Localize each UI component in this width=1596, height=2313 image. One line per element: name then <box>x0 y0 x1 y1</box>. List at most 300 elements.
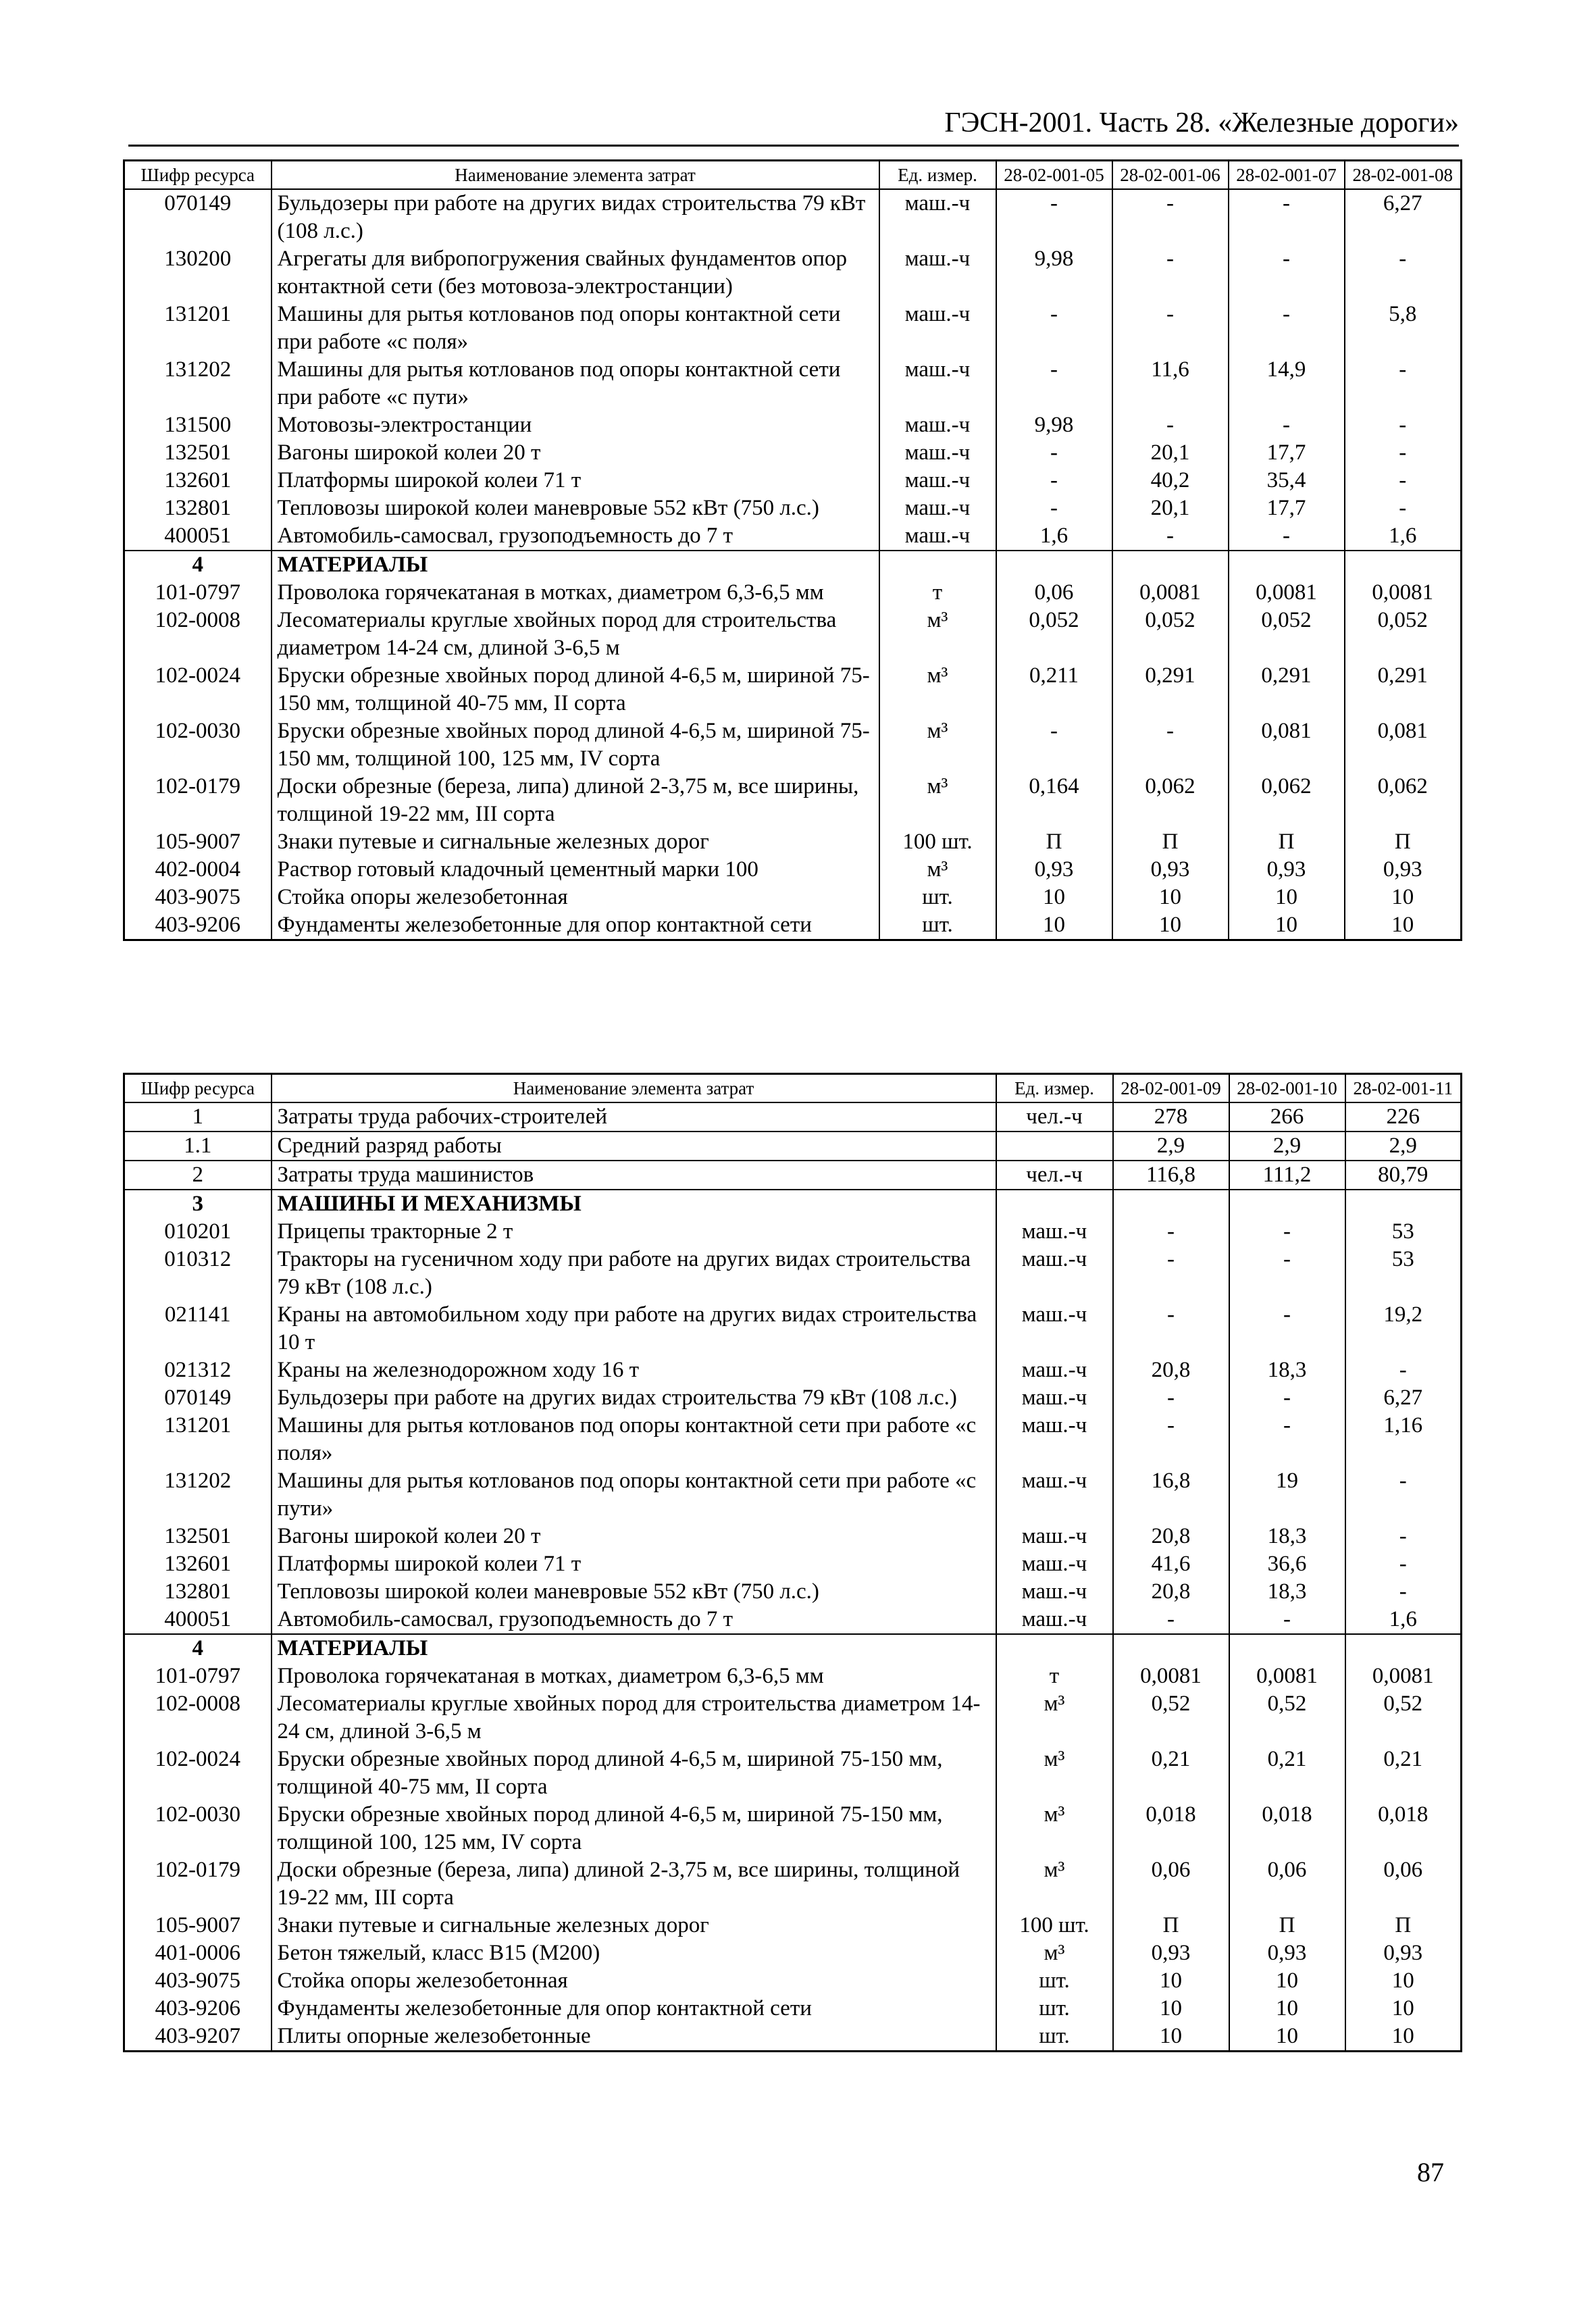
cost-element-name: МАТЕРИАЛЫ <box>272 1634 996 1662</box>
norm-value <box>1112 551 1229 579</box>
cost-element-name: Плиты опорные железобетонные <box>272 2023 996 2052</box>
norm-value: 53 <box>1345 1246 1462 1301</box>
norm-value: 0,0081 <box>1112 579 1229 607</box>
norm-value: 0,211 <box>996 662 1112 717</box>
norm-value: - <box>1345 439 1462 467</box>
table-row <box>124 522 1462 551</box>
norm-value: 10 <box>1112 884 1229 911</box>
norm-value: 14,9 <box>1229 356 1345 411</box>
norm-value: - <box>1113 1384 1229 1412</box>
cost-element-name: Платформы широкой колеи 71 т <box>272 1550 996 1578</box>
norm-value: 0,0081 <box>1345 579 1462 607</box>
norm-value: 0,93 <box>1112 856 1229 884</box>
cost-element-name: Фундаменты железобетонные для опор контактной сети <box>272 911 879 940</box>
norm-value <box>1345 551 1462 579</box>
resource-code: 132801 <box>124 494 272 522</box>
resource-code: 132601 <box>124 1550 272 1578</box>
norm-value: - <box>1229 411 1345 439</box>
norm-value: 0,21 <box>1345 1746 1462 1801</box>
column-header: Ед. измер. <box>996 1074 1113 1103</box>
norm-value: 266 <box>1229 1102 1345 1132</box>
norm-value: 1,6 <box>1345 522 1462 551</box>
table-row <box>124 1550 1462 1578</box>
unit-of-measure: м³ <box>996 1856 1113 1912</box>
unit-of-measure: м³ <box>879 773 996 828</box>
table-row <box>124 1384 1462 1412</box>
norm-value: 0,018 <box>1229 1801 1345 1856</box>
cost-element-name: Прицепы тракторные 2 т <box>272 1218 996 1246</box>
norm-value: - <box>1345 356 1462 411</box>
table-row <box>124 1132 1462 1161</box>
unit-of-measure: маш.-ч <box>996 1606 1113 1634</box>
norm-value: 10 <box>1345 911 1462 940</box>
resource-code: 4 <box>124 551 272 579</box>
cost-element-name: Стойка опоры железобетонная <box>272 1967 996 1995</box>
table-row <box>124 411 1462 439</box>
table-row <box>124 1856 1462 1912</box>
unit-of-measure: шт. <box>879 911 996 940</box>
cost-element-name: Платформы широкой колеи 71 т <box>272 467 879 494</box>
cost-element-name: Средний разряд работы <box>272 1132 996 1161</box>
norm-value: 0,291 <box>1345 662 1462 717</box>
norm-value: 0,052 <box>1345 607 1462 662</box>
norm-value: 53 <box>1345 1218 1462 1246</box>
norm-value: 0,93 <box>996 856 1112 884</box>
unit-of-measure: м³ <box>879 856 996 884</box>
norm-value: - <box>1229 1384 1345 1412</box>
norm-value: 0,21 <box>1113 1746 1229 1801</box>
norm-value: 0,93 <box>1229 856 1345 884</box>
norm-value <box>1345 1634 1462 1662</box>
norm-value: - <box>996 189 1112 245</box>
table-row <box>124 245 1462 301</box>
table-row <box>124 911 1462 940</box>
table-row <box>124 1102 1462 1132</box>
norm-value <box>1345 1190 1462 1218</box>
table-row <box>124 1218 1462 1246</box>
table-header-row <box>124 1074 1462 1103</box>
cost-element-name: Доски обрезные (береза, липа) длиной 2-3,75 м, все ширины, толщиной 19-22 мм, III сорта <box>272 1856 996 1912</box>
norm-value <box>1229 551 1345 579</box>
norm-value <box>1113 1634 1229 1662</box>
table-row <box>124 1690 1462 1746</box>
unit-of-measure: маш.-ч <box>879 522 996 551</box>
unit-of-measure: маш.-ч <box>879 494 996 522</box>
norm-value: 0,06 <box>1345 1856 1462 1912</box>
cost-element-name: Краны на автомобильном ходу при работе на других видах строительства 10 т <box>272 1301 996 1356</box>
norm-value: 0,081 <box>1229 717 1345 773</box>
norm-value: 0,93 <box>1113 1939 1229 1967</box>
section-row <box>124 1190 1462 1218</box>
cost-element-name: Лесоматериалы круглые хвойных пород для строительства диаметром 14-24 см, длиной 3-6,5 м <box>272 1690 996 1746</box>
norm-value: - <box>996 439 1112 467</box>
resource-code: 070149 <box>124 189 272 245</box>
cost-element-name: Вагоны широкой колеи 20 т <box>272 439 879 467</box>
unit-of-measure: чел.-ч <box>996 1161 1113 1190</box>
unit-of-measure: м³ <box>879 607 996 662</box>
unit-of-measure: маш.-ч <box>879 245 996 301</box>
norm-value: 35,4 <box>1229 467 1345 494</box>
norm-value: П <box>996 828 1112 856</box>
cost-element-name: Бруски обрезные хвойных пород длиной 4-6,5 м, шириной 75-150 мм, толщиной 100, 125 мм, IV сорта <box>272 1801 996 1856</box>
norm-value: 0,062 <box>1345 773 1462 828</box>
resource-code: 400051 <box>124 522 272 551</box>
resource-code: 102-0008 <box>124 607 272 662</box>
norm-value: - <box>1113 1246 1229 1301</box>
unit-of-measure: шт. <box>996 1967 1113 1995</box>
table-row <box>124 494 1462 522</box>
column-header: 28-02-001-10 <box>1229 1074 1345 1103</box>
table-row <box>124 1967 1462 1995</box>
norm-value: 10 <box>1345 1967 1462 1995</box>
norm-value: 0,164 <box>996 773 1112 828</box>
unit-of-measure <box>996 1634 1113 1662</box>
table-row <box>124 2023 1462 2052</box>
norm-value: 2,9 <box>1229 1132 1345 1161</box>
unit-of-measure: маш.-ч <box>996 1356 1113 1384</box>
unit-of-measure: шт. <box>996 2023 1113 2052</box>
norm-value: 20,8 <box>1113 1523 1229 1550</box>
unit-of-measure <box>996 1190 1113 1218</box>
norm-value: - <box>1112 717 1229 773</box>
resource-code: 070149 <box>124 1384 272 1412</box>
cost-element-name: Затраты труда машинистов <box>272 1161 996 1190</box>
unit-of-measure: маш.-ч <box>879 439 996 467</box>
norm-value: - <box>1345 245 1462 301</box>
norm-value: - <box>1113 1301 1229 1356</box>
resource-code: 402-0004 <box>124 856 272 884</box>
table-row <box>124 189 1462 245</box>
table-row <box>124 1412 1462 1467</box>
table-row <box>124 1467 1462 1523</box>
resource-code: 403-9206 <box>124 911 272 940</box>
norm-value: 10 <box>1345 1995 1462 2023</box>
resource-code: 101-0797 <box>124 1662 272 1690</box>
table-row <box>124 1523 1462 1550</box>
unit-of-measure: маш.-ч <box>879 356 996 411</box>
resource-code: 403-9075 <box>124 884 272 911</box>
norm-value: - <box>1229 1606 1345 1634</box>
column-header: 28-02-001-06 <box>1112 161 1229 190</box>
table-row <box>124 1356 1462 1384</box>
resource-code: 131202 <box>124 356 272 411</box>
norm-value: 0,0081 <box>1229 579 1345 607</box>
norm-value: 0,06 <box>996 579 1112 607</box>
norm-value: П <box>1345 828 1462 856</box>
norm-value: П <box>1229 828 1345 856</box>
column-header: Шифр ресурса <box>124 1074 272 1103</box>
norm-value: - <box>996 301 1112 356</box>
norm-value <box>1229 1634 1345 1662</box>
table-row <box>124 1662 1462 1690</box>
unit-of-measure: м³ <box>996 1801 1113 1856</box>
norm-value: 10 <box>1113 2023 1229 2052</box>
norm-value: 36,6 <box>1229 1550 1345 1578</box>
unit-of-measure: маш.-ч <box>996 1218 1113 1246</box>
norm-value: - <box>1112 189 1229 245</box>
unit-of-measure: м³ <box>879 717 996 773</box>
norm-value: - <box>1345 411 1462 439</box>
unit-of-measure: м³ <box>996 1746 1113 1801</box>
resource-code: 132801 <box>124 1578 272 1606</box>
unit-of-measure: маш.-ч <box>996 1467 1113 1523</box>
cost-element-name: Бетон тяжелый, класс B15 (М200) <box>272 1939 996 1967</box>
table-row <box>124 1995 1462 2023</box>
norm-value: 0,52 <box>1345 1690 1462 1746</box>
unit-of-measure: 100 шт. <box>996 1912 1113 1939</box>
norm-value: - <box>1113 1606 1229 1634</box>
norm-value: - <box>996 356 1112 411</box>
section-row <box>124 1634 1462 1662</box>
cost-element-name: Проволока горячекатаная в мотках, диаметром 6,3-6,5 мм <box>272 579 879 607</box>
cost-element-name: Машины для рытья котлованов под опоры контактной сети при работе «с поля» <box>272 1412 996 1467</box>
table-row <box>124 856 1462 884</box>
column-header: 28-02-001-05 <box>996 161 1112 190</box>
unit-of-measure: м³ <box>996 1939 1113 1967</box>
cost-element-name: Доски обрезные (береза, липа) длиной 2-3,75 м, все ширины, толщиной 19-22 мм, III сорта <box>272 773 879 828</box>
table-row <box>124 1801 1462 1856</box>
table-header-row <box>124 161 1462 190</box>
cost-element-name: Проволока горячекатаная в мотках, диаметром 6,3-6,5 мм <box>272 1662 996 1690</box>
cost-element-name: Бруски обрезные хвойных пород длиной 4-6,5 м, шириной 75-150 мм, толщиной 40-75 мм, II сорта <box>272 662 879 717</box>
table-row <box>124 884 1462 911</box>
resource-code: 021141 <box>124 1301 272 1356</box>
cost-element-name: Бруски обрезные хвойных пород длиной 4-6,5 м, шириной 75-150 мм, толщиной 100, 125 мм, IV сорта <box>272 717 879 773</box>
norm-value: 10 <box>1113 1967 1229 1995</box>
norm-value: 40,2 <box>1112 467 1229 494</box>
cost-element-name: Бульдозеры при работе на других видах строительства 79 кВт (108 л.с.) <box>272 1384 996 1412</box>
unit-of-measure: маш.-ч <box>996 1578 1113 1606</box>
norm-value: 2,9 <box>1113 1132 1229 1161</box>
unit-of-measure: 100 шт. <box>879 828 996 856</box>
norm-value: 10 <box>1229 1995 1345 2023</box>
section-row <box>124 551 1462 579</box>
norm-value: - <box>1112 245 1229 301</box>
norm-value: 0,018 <box>1345 1801 1462 1856</box>
cost-element-name: Знаки путевые и сигнальные железных дорог <box>272 1912 996 1939</box>
norm-value: - <box>1345 1467 1462 1523</box>
norm-value: 19 <box>1229 1467 1345 1523</box>
column-header: Ед. измер. <box>879 161 996 190</box>
norm-value: 0,21 <box>1229 1746 1345 1801</box>
table-row <box>124 439 1462 467</box>
page-header <box>128 101 1459 147</box>
norm-value: - <box>1345 467 1462 494</box>
cost-element-name: Бульдозеры при работе на других видах строительства 79 кВт (108 л.с.) <box>272 189 879 245</box>
norm-value <box>1113 1190 1229 1218</box>
table-row <box>124 301 1462 356</box>
resource-code: 1.1 <box>124 1132 272 1161</box>
cost-element-name: Машины для рытья котлованов под опоры контактной сети при работе «с пути» <box>272 1467 996 1523</box>
resource-code: 403-9075 <box>124 1967 272 1995</box>
norm-value: - <box>1113 1218 1229 1246</box>
unit-of-measure: маш.-ч <box>996 1412 1113 1467</box>
resource-code: 3 <box>124 1190 272 1218</box>
unit-of-measure: маш.-ч <box>879 467 996 494</box>
unit-of-measure: шт. <box>879 884 996 911</box>
norm-value: 1,16 <box>1345 1412 1462 1467</box>
table-row <box>124 1301 1462 1356</box>
column-header: Шифр ресурса <box>124 161 272 190</box>
table-row <box>124 607 1462 662</box>
resource-code: 130200 <box>124 245 272 301</box>
norm-value: - <box>1345 494 1462 522</box>
norm-value: П <box>1345 1912 1462 1939</box>
resource-code: 132601 <box>124 467 272 494</box>
norm-value: - <box>1229 245 1345 301</box>
resource-code: 400051 <box>124 1606 272 1634</box>
norm-value: 111,2 <box>1229 1161 1345 1190</box>
norm-value: 1,6 <box>996 522 1112 551</box>
norm-value: 0,93 <box>1345 1939 1462 1967</box>
unit-of-measure: шт. <box>996 1995 1113 2023</box>
norm-value: 278 <box>1113 1102 1229 1132</box>
norm-value: 10 <box>1229 884 1345 911</box>
norm-value: - <box>1229 1218 1345 1246</box>
norm-value: - <box>1229 301 1345 356</box>
norm-value: - <box>1112 522 1229 551</box>
norm-value: 10 <box>1112 911 1229 940</box>
norm-value: - <box>1229 1412 1345 1467</box>
table-row <box>124 356 1462 411</box>
norm-value: 0,291 <box>1112 662 1229 717</box>
unit-of-measure <box>879 551 996 579</box>
cost-element-name: Тракторы на гусеничном ходу при работе на других видах строительства 79 кВт (108 л.с.) <box>272 1246 996 1301</box>
cost-element-name: Стойка опоры железобетонная <box>272 884 879 911</box>
cost-element-name: Фундаменты железобетонные для опор контактной сети <box>272 1995 996 2023</box>
norm-value: 0,062 <box>1112 773 1229 828</box>
norm-value: 80,79 <box>1345 1161 1462 1190</box>
table-row <box>124 1912 1462 1939</box>
cost-element-name: Лесоматериалы круглые хвойных пород для строительства диаметром 14-24 см, длиной 3-6,5 м <box>272 607 879 662</box>
unit-of-measure: т <box>996 1662 1113 1690</box>
table-row <box>124 828 1462 856</box>
norm-value: 0,018 <box>1113 1801 1229 1856</box>
table-row <box>124 1939 1462 1967</box>
cost-element-name: Тепловозы широкой колеи маневровые 552 кВт (750 л.с.) <box>272 1578 996 1606</box>
cost-element-name: Вагоны широкой колеи 20 т <box>272 1523 996 1550</box>
unit-of-measure <box>996 1132 1113 1161</box>
norm-value: 9,98 <box>996 411 1112 439</box>
column-header: 28-02-001-08 <box>1345 161 1462 190</box>
resource-code: 102-0030 <box>124 717 272 773</box>
norm-value: 18,3 <box>1229 1578 1345 1606</box>
unit-of-measure: маш.-ч <box>996 1550 1113 1578</box>
norm-value: 20,1 <box>1112 439 1229 467</box>
norm-value: 10 <box>1229 2023 1345 2052</box>
norm-value: 20,8 <box>1113 1578 1229 1606</box>
resource-code: 131202 <box>124 1467 272 1523</box>
unit-of-measure: маш.-ч <box>996 1384 1113 1412</box>
resource-code: 401-0006 <box>124 1939 272 1967</box>
unit-of-measure: маш.-ч <box>996 1246 1113 1301</box>
norm-value: - <box>1229 189 1345 245</box>
norm-value: 41,6 <box>1113 1550 1229 1578</box>
resource-code: 2 <box>124 1161 272 1190</box>
norm-value: - <box>996 494 1112 522</box>
norm-value: 18,3 <box>1229 1356 1345 1384</box>
resource-code: 010201 <box>124 1218 272 1246</box>
norm-value: 0,52 <box>1229 1690 1345 1746</box>
table-row <box>124 662 1462 717</box>
column-header: Наименование элемента затрат <box>272 1074 996 1103</box>
table-row <box>124 1606 1462 1634</box>
norm-value: - <box>996 717 1112 773</box>
resource-code: 1 <box>124 1102 272 1132</box>
resource-code: 102-0030 <box>124 1801 272 1856</box>
header-title: ГЭСН-2001. Часть 28. «Железные дороги» <box>944 107 1459 138</box>
norm-value: 0,052 <box>996 607 1112 662</box>
unit-of-measure: т <box>879 579 996 607</box>
cost-element-name: Мотовозы-электростанции <box>272 411 879 439</box>
resource-table-2 <box>123 1073 1462 2052</box>
norm-value: 5,8 <box>1345 301 1462 356</box>
column-header: 28-02-001-09 <box>1113 1074 1229 1103</box>
cost-element-name: Тепловозы широкой колеи маневровые 552 кВт (750 л.с.) <box>272 494 879 522</box>
norm-value: 0,052 <box>1112 607 1229 662</box>
norm-value: - <box>1112 411 1229 439</box>
resource-code: 105-9007 <box>124 1912 272 1939</box>
resource-code: 131500 <box>124 411 272 439</box>
norm-value: - <box>1345 1356 1462 1384</box>
norm-value: - <box>1112 301 1229 356</box>
cost-element-name: Агрегаты для вибропогружения свайных фундаментов опор контактной сети (без мотовоза-электростанции) <box>272 245 879 301</box>
resource-table-1 <box>123 159 1462 941</box>
norm-value: 11,6 <box>1112 356 1229 411</box>
norm-value: 0,062 <box>1229 773 1345 828</box>
norm-value: 0,93 <box>1345 856 1462 884</box>
norm-value: 0,06 <box>1113 1856 1229 1912</box>
table-row <box>124 1578 1462 1606</box>
norm-value: 17,7 <box>1229 439 1345 467</box>
resource-code: 131201 <box>124 1412 272 1467</box>
table-row <box>124 467 1462 494</box>
resource-code: 105-9007 <box>124 828 272 856</box>
table-row <box>124 1161 1462 1190</box>
resource-code: 102-0179 <box>124 773 272 828</box>
cost-element-name: Автомобиль-самосвал, грузоподъемность до 7 т <box>272 1606 996 1634</box>
column-header: 28-02-001-07 <box>1229 161 1345 190</box>
table-row <box>124 1246 1462 1301</box>
column-header: Наименование элемента затрат <box>272 161 879 190</box>
norm-value: - <box>1345 1578 1462 1606</box>
unit-of-measure: м³ <box>996 1690 1113 1746</box>
norm-value: 10 <box>1229 911 1345 940</box>
norm-value: 6,27 <box>1345 189 1462 245</box>
norm-value: 20,1 <box>1112 494 1229 522</box>
cost-element-name: Машины для рытья котлованов под опоры контактной сети при работе «с пути» <box>272 356 879 411</box>
norm-value: 10 <box>1113 1995 1229 2023</box>
resource-code: 102-0179 <box>124 1856 272 1912</box>
norm-value: 10 <box>996 884 1112 911</box>
norm-value: 10 <box>1229 1967 1345 1995</box>
norm-value: 0,52 <box>1113 1690 1229 1746</box>
norm-value: 116,8 <box>1113 1161 1229 1190</box>
resource-code: 132501 <box>124 439 272 467</box>
cost-element-name: МАШИНЫ И МЕХАНИЗМЫ <box>272 1190 996 1218</box>
unit-of-measure: маш.-ч <box>879 411 996 439</box>
norm-value: П <box>1229 1912 1345 1939</box>
cost-element-name: Затраты труда рабочих-строителей <box>272 1102 996 1132</box>
norm-value: 2,9 <box>1345 1132 1462 1161</box>
cost-element-name: Раствор готовый кладочный цементный марки 100 <box>272 856 879 884</box>
norm-value: - <box>1229 522 1345 551</box>
norm-value: 16,8 <box>1113 1467 1229 1523</box>
norm-value: 0,081 <box>1345 717 1462 773</box>
norm-value: 20,8 <box>1113 1356 1229 1384</box>
unit-of-measure: маш.-ч <box>879 301 996 356</box>
norm-value: 17,7 <box>1229 494 1345 522</box>
